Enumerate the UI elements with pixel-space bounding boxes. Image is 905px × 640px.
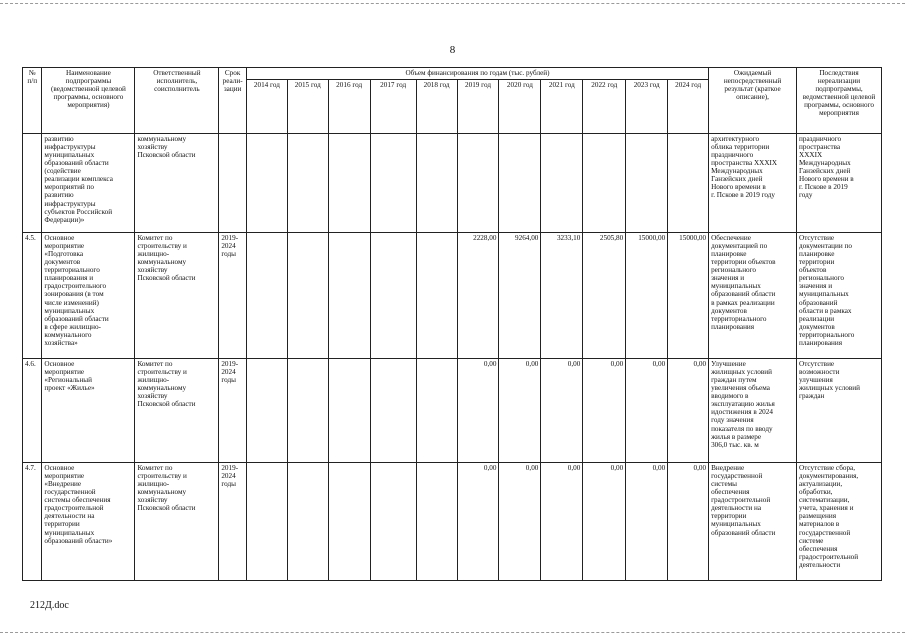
row-value: 0,00	[668, 359, 709, 463]
row-name: Основное мероприятие «Подготовка документов территориального планирования и градостроительного зонирования (в том числе изменений) муниципальных образований области в сфере жилищно- коммунального хозяйства»	[42, 233, 135, 359]
row-result: архитектурного облика территории праздничного пространства XXXIX Международных Ганзейских дней Нового времени в г. Пскове в 2019 году	[709, 134, 797, 233]
header-executor: Ответственный исполнитель, соисполнитель	[135, 68, 219, 134]
row-executor: Комитет по строительству и жилищно- коммунальному хозяйству Псковской области	[135, 463, 219, 581]
header-year: 2020 год	[499, 80, 541, 134]
header-funding: Объем финансирования по годам (тыс. рублей)	[246, 68, 708, 80]
page-number: 8	[449, 44, 456, 56]
header-year: 2019 год	[457, 80, 499, 134]
row-value	[328, 463, 370, 581]
row-value	[499, 134, 541, 233]
row-consequences: Отсутствие сбора, документирования, актуализации, обработки, систематизации, учета, хранения и размещения материалов в государственной системе обеспечения градостроительной деятельности	[797, 463, 882, 581]
row-executor: Комитет по строительству и жилищно- коммунальному хозяйству Псковской области	[135, 233, 219, 359]
header-num: № п/п	[23, 68, 42, 134]
row-value: 3233,10	[541, 233, 583, 359]
row-value: 0,00	[668, 463, 709, 581]
page-bottom-edge	[0, 632, 905, 633]
row-value	[416, 463, 457, 581]
row-value: 0,00	[583, 359, 626, 463]
header-year: 2018 год	[416, 80, 457, 134]
row-result: Внедрение государственной системы обеспечения градостроительной деятельности на территории муниципальных образований области	[709, 463, 797, 581]
row-value: 0,00	[541, 463, 583, 581]
row-value	[416, 359, 457, 463]
row-value	[370, 233, 416, 359]
row-value	[668, 134, 709, 233]
funding-table	[22, 67, 882, 581]
table-row	[23, 233, 882, 359]
row-term: 2019- 2024 годы	[219, 233, 247, 359]
header-year: 2023 год	[626, 80, 668, 134]
row-value	[287, 359, 328, 463]
row-value	[583, 134, 626, 233]
row-value	[328, 233, 370, 359]
header-term: Срок реали- зации	[219, 68, 247, 134]
row-result: Обеспечение документацией по планировке территории объектов регионального значения и муниципальных образований области в рамках реализации документов территориального планирования	[709, 233, 797, 359]
row-value	[246, 233, 287, 359]
row-value	[328, 134, 370, 233]
row-value: 2228,00	[457, 233, 499, 359]
page-top-edge	[0, 3, 905, 4]
table-row	[23, 134, 882, 233]
row-value	[246, 134, 287, 233]
header-result: Ожидаемый непосредственный результат (краткое описание),	[709, 68, 797, 134]
table-row	[23, 463, 882, 581]
row-value	[541, 134, 583, 233]
row-value: 0,00	[457, 359, 499, 463]
table-row	[23, 359, 882, 463]
row-value	[287, 134, 328, 233]
header-year: 2024 год	[668, 80, 709, 134]
row-term	[219, 134, 247, 233]
row-name: Основное мероприятие «Внедрение государственной системы обеспечения градостроительной деятельности на территории муниципальных образований области»	[42, 463, 135, 581]
header-year: 2021 год	[541, 80, 583, 134]
row-value: 0,00	[457, 463, 499, 581]
header-year: 2014 год	[246, 80, 287, 134]
row-value	[370, 134, 416, 233]
row-value	[626, 134, 668, 233]
row-num: 4.6.	[23, 359, 42, 463]
header-year: 2022 год	[583, 80, 626, 134]
row-value: 15000,00	[668, 233, 709, 359]
row-num	[23, 134, 42, 233]
row-value: 9264,00	[499, 233, 541, 359]
header-name: Наименование подпрограммы (ведомственной целевой программы, основного мероприятия)	[42, 68, 135, 134]
row-executor: коммунальному хозяйству Псковской области	[135, 134, 219, 233]
row-value	[287, 463, 328, 581]
row-value	[287, 233, 328, 359]
row-num: 4.5.	[23, 233, 42, 359]
row-value	[457, 134, 499, 233]
row-num: 4.7.	[23, 463, 42, 581]
row-value: 0,00	[499, 463, 541, 581]
row-value: 0,00	[541, 359, 583, 463]
row-value: 0,00	[626, 463, 668, 581]
row-name: Основное мероприятие «Региональный проект «Жилье»	[42, 359, 135, 463]
row-value	[370, 359, 416, 463]
header-year: 2016 год	[328, 80, 370, 134]
row-value	[246, 359, 287, 463]
row-consequences: Отсутствие документации по планировке территории объектов регионального значения и муниципальных образований области в рамках реализации документов территориального планирования	[797, 233, 882, 359]
row-value	[246, 463, 287, 581]
row-value	[328, 359, 370, 463]
header-year: 2015 год	[287, 80, 328, 134]
row-value: 2505,80	[583, 233, 626, 359]
row-name: развитию инфраструктуры муниципальных образований области (содействие реализации комплекса мероприятий по развитию инфраструктуры субъектов Российской Федерации)»	[42, 134, 135, 233]
row-term: 2019- 2024 годы	[219, 359, 247, 463]
row-result: Улучшение жилищных условий граждан путем увеличения объема вводимого в эксплуатацию жилья идостижения в 2024 году значения показателя по вводу жилья в размере 306,0 тыс. кв. м	[709, 359, 797, 463]
row-value: 0,00	[626, 359, 668, 463]
row-value: 0,00	[583, 463, 626, 581]
row-executor: Комитет по строительству и жилищно- коммунальному хозяйству Псковской области	[135, 359, 219, 463]
header-consequences: Последствия нереализации подпрограммы, ведомственной целевой программы, основного мероприятия	[797, 68, 882, 134]
row-consequences: праздничного пространства XXXIX Международных Ганзейских дней Нового времени в г. Пскове в 2019 году	[797, 134, 882, 233]
header-year: 2017 год	[370, 80, 416, 134]
row-consequences: Отсутствие возможности улучшения жилищных условий граждан	[797, 359, 882, 463]
row-value	[370, 463, 416, 581]
row-value	[416, 134, 457, 233]
row-value	[416, 233, 457, 359]
row-value: 0,00	[499, 359, 541, 463]
row-value: 15000,00	[626, 233, 668, 359]
document-filename: 212Д.doc	[30, 600, 69, 611]
row-term: 2019- 2024 годы	[219, 463, 247, 581]
